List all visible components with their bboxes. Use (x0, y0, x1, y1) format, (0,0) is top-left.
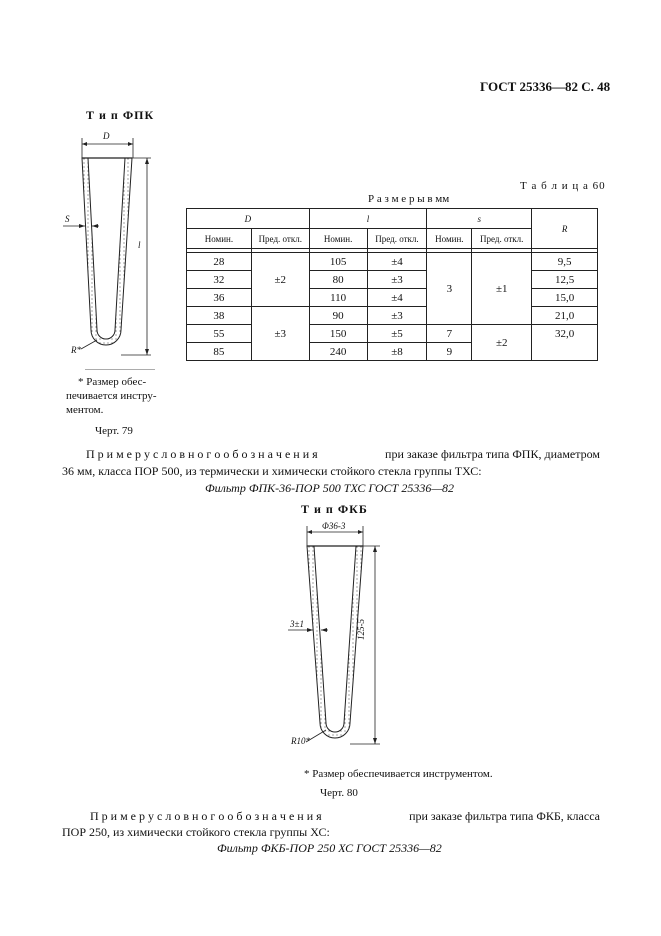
cell: 90 (309, 307, 367, 325)
fig80-dim-D: Φ36-3 (322, 521, 346, 531)
cell: 110 (309, 289, 367, 307)
cell: 9 (427, 343, 472, 361)
fig79-dim-l: l (138, 240, 141, 250)
example1-line1: при заказе фильтра типа ФПК, диаметром (385, 447, 600, 461)
example2-designation: Фильтр ФКБ-ПОР 250 ХС ГОСТ 25336—82 (217, 841, 442, 855)
cell: 85 (187, 343, 252, 361)
col-group-R: R (532, 209, 598, 249)
example1-lead: П р и м е р у с л о в н о г о о б о з н а ч е н и я (86, 447, 318, 461)
col-D-tol: Пред. откл. (251, 229, 309, 249)
example2-line2: ПОР 250, из химически стойкого стекла группы ХС: (62, 825, 330, 839)
cell: ±5 (367, 325, 427, 343)
cell: ±4 (367, 253, 427, 271)
table-label: Т а б л и ц а 60 (520, 180, 606, 192)
col-s-tol: Пред. откл. (472, 229, 532, 249)
fig79-drawing (55, 130, 165, 370)
example1-paragraph (86, 446, 600, 463)
cell: 38 (187, 307, 252, 325)
col-l-nom: Номин. (309, 229, 367, 249)
fig80-dim-l: 125-5 (356, 619, 366, 640)
fig80-dim-R: R10* (291, 736, 310, 746)
example1-designation: Фильтр ФПК-36-ПОР 500 ТХС ГОСТ 25336—82 (205, 481, 455, 495)
fig79-dim-s: S (65, 214, 70, 224)
cell: 9,5 (532, 253, 598, 271)
cell: ±2 (472, 325, 532, 361)
col-D-nom: Номин. (187, 229, 252, 249)
cell: 28 (187, 253, 252, 271)
table-row (187, 253, 598, 271)
fig80-drawing (280, 518, 390, 758)
cell: ±3 (251, 307, 309, 361)
cell: 150 (309, 325, 367, 343)
cell: ±1 (472, 253, 532, 325)
cell: 15,0 (532, 289, 598, 307)
fig79-dim-D: D (103, 131, 110, 141)
fig79-dim-R: R* (71, 345, 81, 355)
cell: 105 (309, 253, 367, 271)
cell: ±8 (367, 343, 427, 361)
fig80-dim-s: 3±1 (290, 619, 304, 629)
fig79-footnote-line3: ментом. (66, 404, 104, 416)
cell: 240 (309, 343, 367, 361)
fig79-footnote (66, 375, 166, 417)
example2-lead: П р и м е р у с л о в н о г о о б о з н а ч е н и я (90, 809, 322, 823)
fig80-caption: Черт. 80 (320, 787, 358, 799)
fig79-caption: Черт. 79 (95, 425, 133, 437)
fig79-footnote-line2: печивается инстру- (66, 390, 157, 402)
cell: 12,5 (532, 271, 598, 289)
cell: 21,0 (532, 307, 598, 325)
dimensions-table (186, 208, 598, 361)
cell: 3 (427, 253, 472, 325)
cell: 7 (427, 325, 472, 343)
example2-paragraph (90, 808, 600, 825)
cell: 32 (187, 271, 252, 289)
col-s-nom: Номин. (427, 229, 472, 249)
table-units: Р а з м е р ы в мм (368, 193, 450, 205)
fig79-footnote-line1: * Размер обес- (78, 376, 147, 388)
col-group-l: l (309, 209, 427, 229)
page-header: ГОСТ 25336—82 С. 48 (480, 79, 611, 94)
cell: ±3 (367, 271, 427, 289)
fig80-title: Т и п ФКБ (301, 502, 368, 516)
example1-line2: 36 мм, класса ПОР 500, из термически и химически стойкого стекла группы ТХС: (62, 464, 482, 478)
table-row (187, 307, 598, 325)
cell: ±3 (367, 307, 427, 325)
col-group-s: s (427, 209, 532, 229)
table-row (187, 271, 598, 289)
fig80-footnote: * Размер обеспечивается инструментом. (304, 768, 493, 780)
col-group-D: D (187, 209, 310, 229)
cell: 55 (187, 325, 252, 343)
fig79-title: Т и п ФПК (86, 108, 155, 122)
cell: 32,0 (532, 325, 598, 361)
col-l-tol: Пред. откл. (367, 229, 427, 249)
table-row (187, 289, 598, 307)
cell: ±2 (251, 253, 309, 307)
table-row (187, 325, 598, 343)
example2-line1: при заказе фильтра типа ФКБ, класса (409, 809, 600, 823)
cell: 80 (309, 271, 367, 289)
cell: ±4 (367, 289, 427, 307)
cell: 36 (187, 289, 252, 307)
